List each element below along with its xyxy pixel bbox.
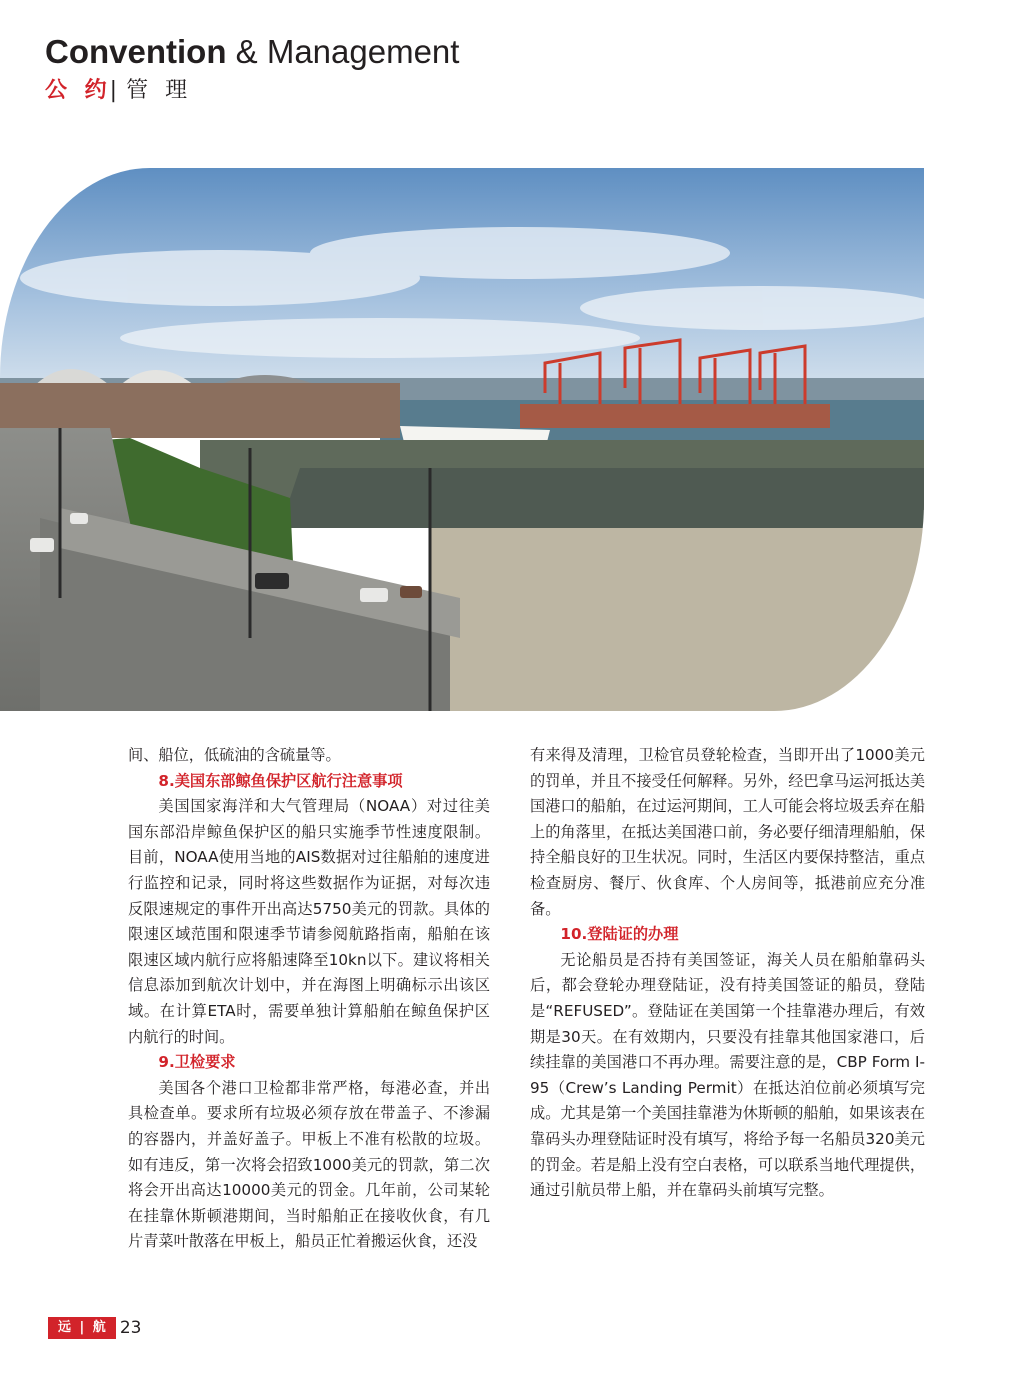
- page-number: 23: [119, 1318, 142, 1338]
- page-footer: [48, 1316, 141, 1340]
- section-title-en: [45, 32, 459, 72]
- magazine-badge: 远 | 航: [48, 1317, 116, 1339]
- subheading-8: 8.美国东部鲸鱼保护区航行注意事项: [158, 771, 403, 790]
- subheading-10: 10.登陆证的办理: [560, 925, 679, 944]
- section-title-rest: & Management: [226, 33, 460, 70]
- section-title-cn: [45, 76, 192, 106]
- section-title-cn-black: 管 理: [126, 78, 193, 103]
- section-title-cn-red: 公 约: [45, 78, 112, 103]
- paragraph: 有来得及清理，卫检官员登轮检查，当即开出了1000美元的罚单，并且不接受任何解释。另外，经巴拿马运河抵达美国港口的船舶，在过运河期间，工人可能会将垃圾丢弃在船上的角落里，在抵达美国港口前，务必要仔细清理船舶，保持全船良好的卫生状况。同时，生活区内要保持整洁，重点检查厨房、餐厅、伙食库、个人房间等，抵港前应充分准备。: [530, 746, 925, 918]
- paragraph: 无论船员是否持有美国签证，海关人员在船舶靠码头后，都会登轮办理登陆证，没有持美国签证的船员，登陆是“REFUSED”。登陆证在美国第一个挂靠港办理后，有效期是30天。在有效期内，只要没有挂靠其他国家港口，后续挂靠的美国港口不再办理。需要注意的是，CBP Form I-95（Crew’s Landing Permit）在抵达泊位前必须填写完成。尤其是第一个美国挂靠港为休斯顿的船舶，如果该表在靠码头办理登陆证时没有填写，将给予每一名船员320美元的罚金。若是船上没有空白表格，可以联系当地代理提供，通过引航员带上船，并在靠码头前填写完整。: [530, 950, 925, 1200]
- subheading-9: 9.卫检要求: [158, 1053, 236, 1072]
- section-title-cn-separator: |: [109, 78, 123, 103]
- paragraph: 间、船位，低硫油的含硫量等。: [128, 746, 341, 764]
- paragraph: 美国各个港口卫检都非常严格，每港必查，并出具检查单。要求所有垃圾必须存放在带盖子、不渗漏的容器内，并盖好盖子。甲板上不准有松散的垃圾。如有违反，第一次将会招致1000美元的罚款，第二次将会开出高达10000美元的罚金。几年前，公司某轮在挂靠休斯顿港期间，当时船舶正在接收伙食，有几片青菜叶散落在甲板上，船员正忙着搬运伙食，还没: [128, 1078, 490, 1251]
- container-yard: [520, 404, 830, 428]
- section-title-bold: Convention: [45, 33, 227, 70]
- harbor-photo: [0, 168, 924, 711]
- paragraph: 美国国家海洋和大气管理局（NOAA）对过往美国东部沿岸鲸鱼保护区的船只实施季节性速度限制。目前，NOAA使用当地的AIS数据对过往船舶的速度进行监控和记录，同时将这些数据作为证据，对每次违反限速规定的事件开出高达5750美元的罚款。具体的限速区域范围和限速季节请参阅航路指南，船舶在该限速区域内航行应将船速降至10kn以下。建议将相关信息添加到航次计划中，并在海图上明确标示出该区域。在计算ETA时，需要单独计算船舶在鲸鱼保护区内航行的时间。: [128, 797, 490, 1046]
- text-column-left: [128, 743, 490, 1255]
- warehouse-roof: [280, 468, 924, 528]
- text-column-right: [530, 743, 925, 1204]
- building-complex: [430, 528, 924, 711]
